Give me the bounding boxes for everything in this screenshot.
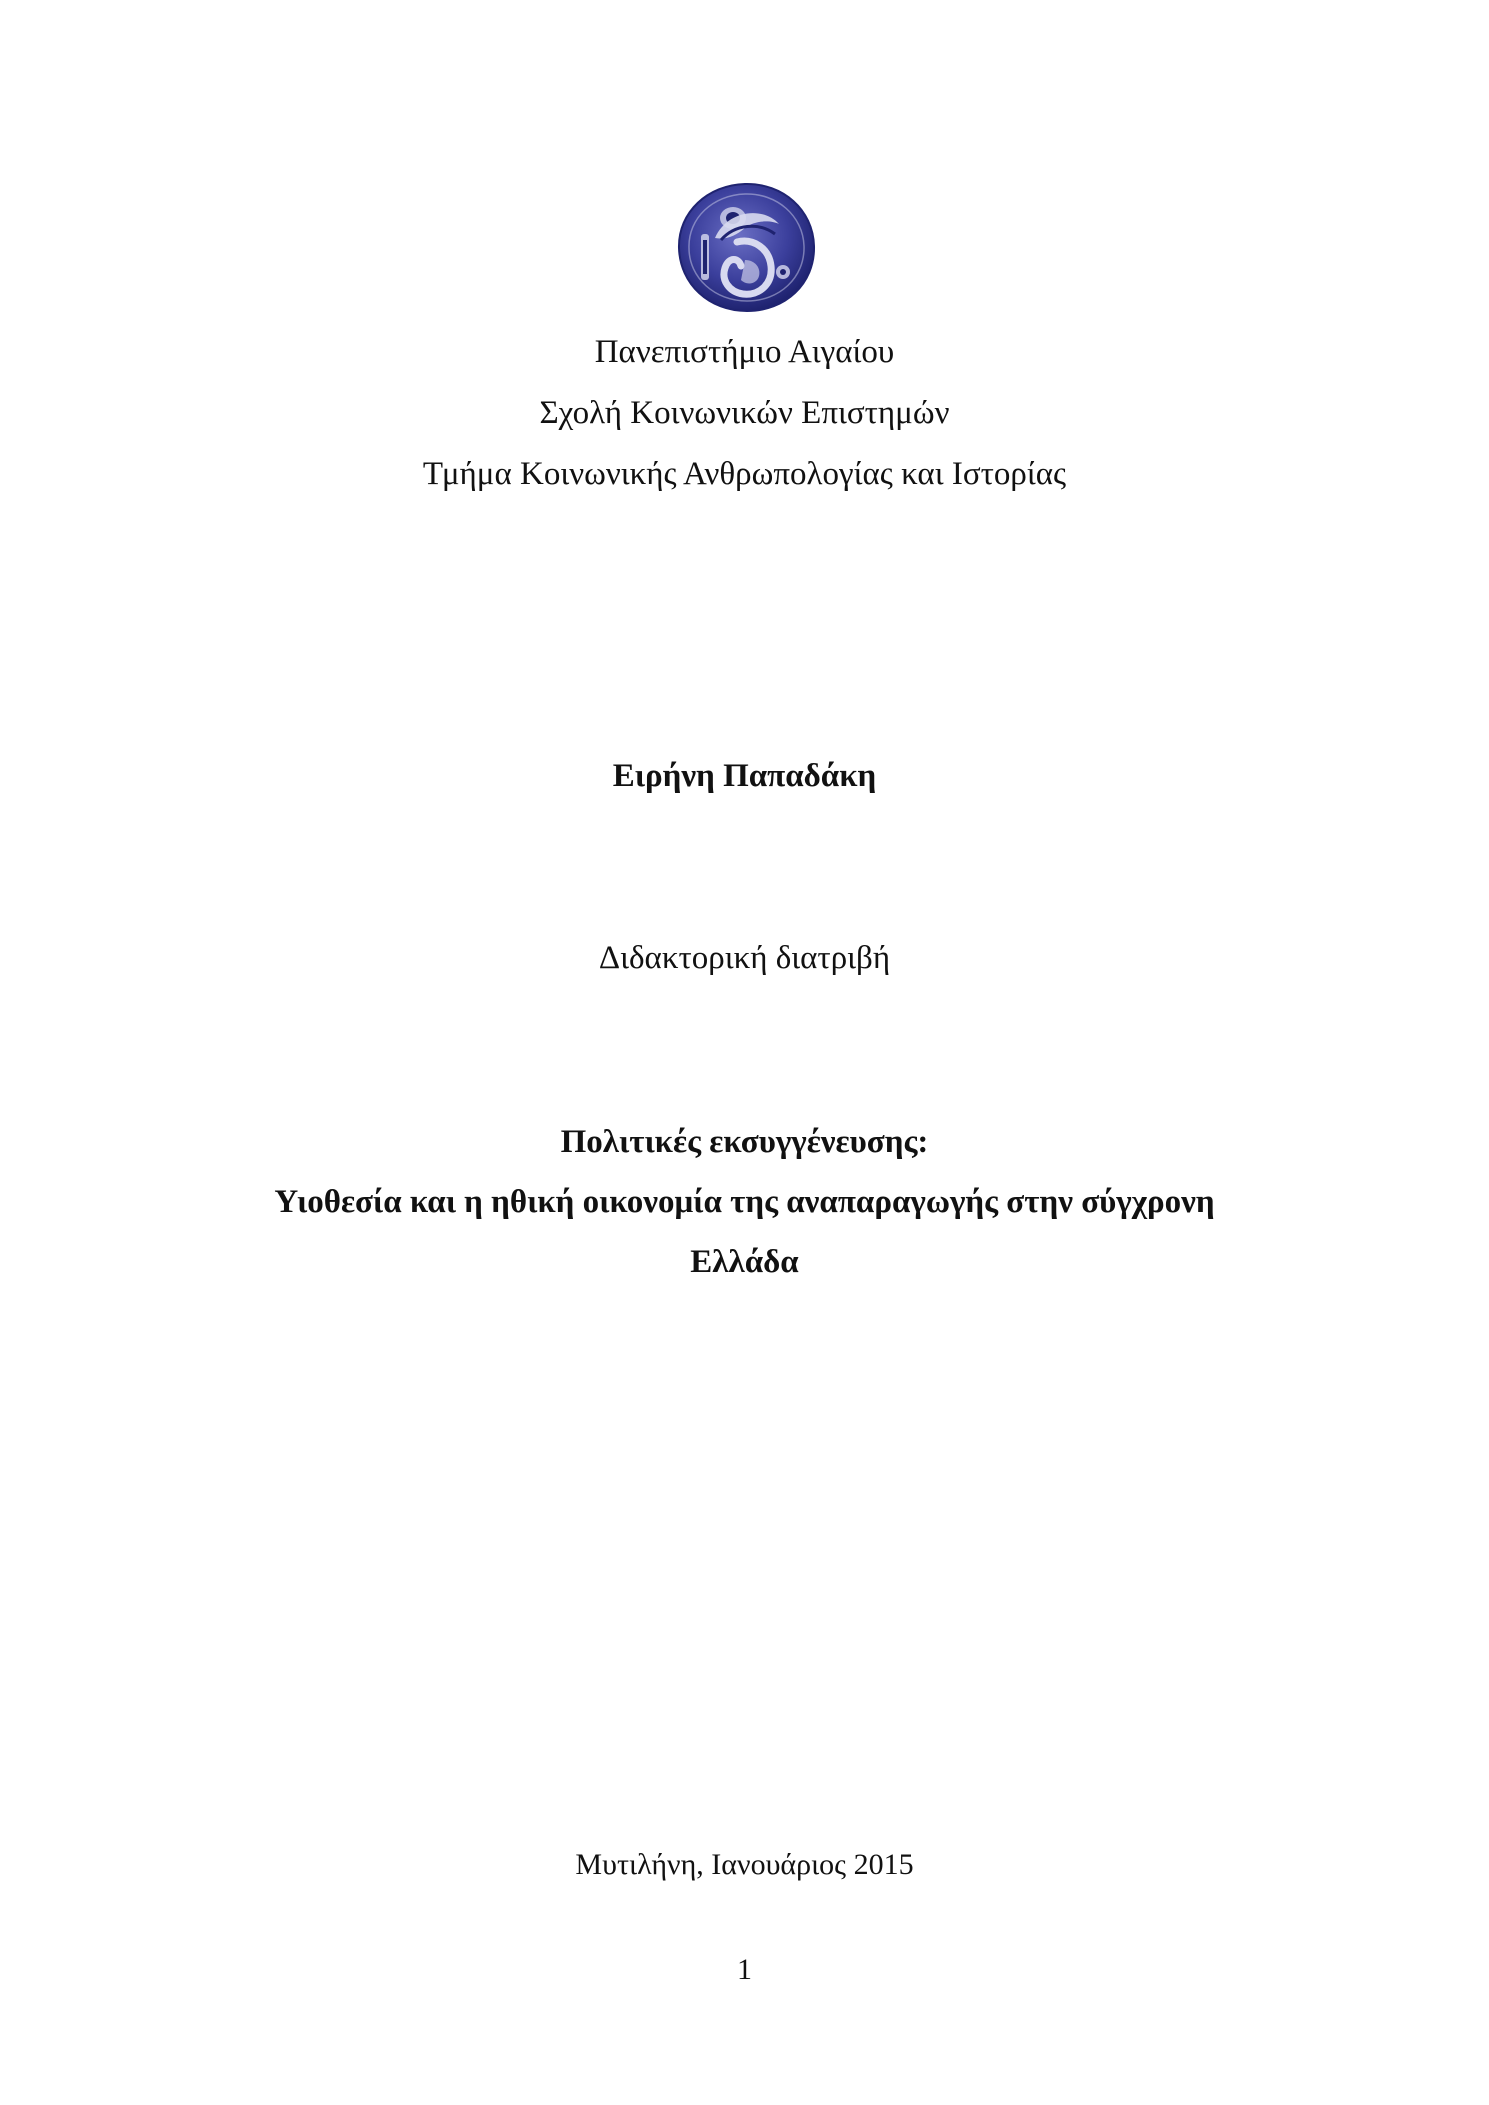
title-line-1: Πολιτικές εκσυγγένευσης: xyxy=(560,1124,929,1160)
title-line-2: Υιοθεσία και η ηθική οικονομία της αναπαραγωγής στην σύγχρονη xyxy=(274,1184,1215,1220)
place-date: Μυτιλήνη, Ιανουάριος 2015 xyxy=(575,1848,914,1881)
author-name: Ειρήνη Παπαδάκη xyxy=(612,758,877,794)
document-type: Διδακτορική διατριβή xyxy=(598,940,891,976)
university-seal-icon xyxy=(675,180,817,314)
title-line-3: Ελλάδα xyxy=(690,1244,799,1280)
university-name: Πανεπιστήμιο Αιγαίου xyxy=(594,334,895,370)
department-name: Τμήμα Κοινωνικής Ανθρωπολογίας και Ιστορίας xyxy=(422,456,1067,492)
school-name: Σχολή Κοινωνικών Επιστημών xyxy=(539,395,950,431)
page-number: 1 xyxy=(737,1953,752,1986)
